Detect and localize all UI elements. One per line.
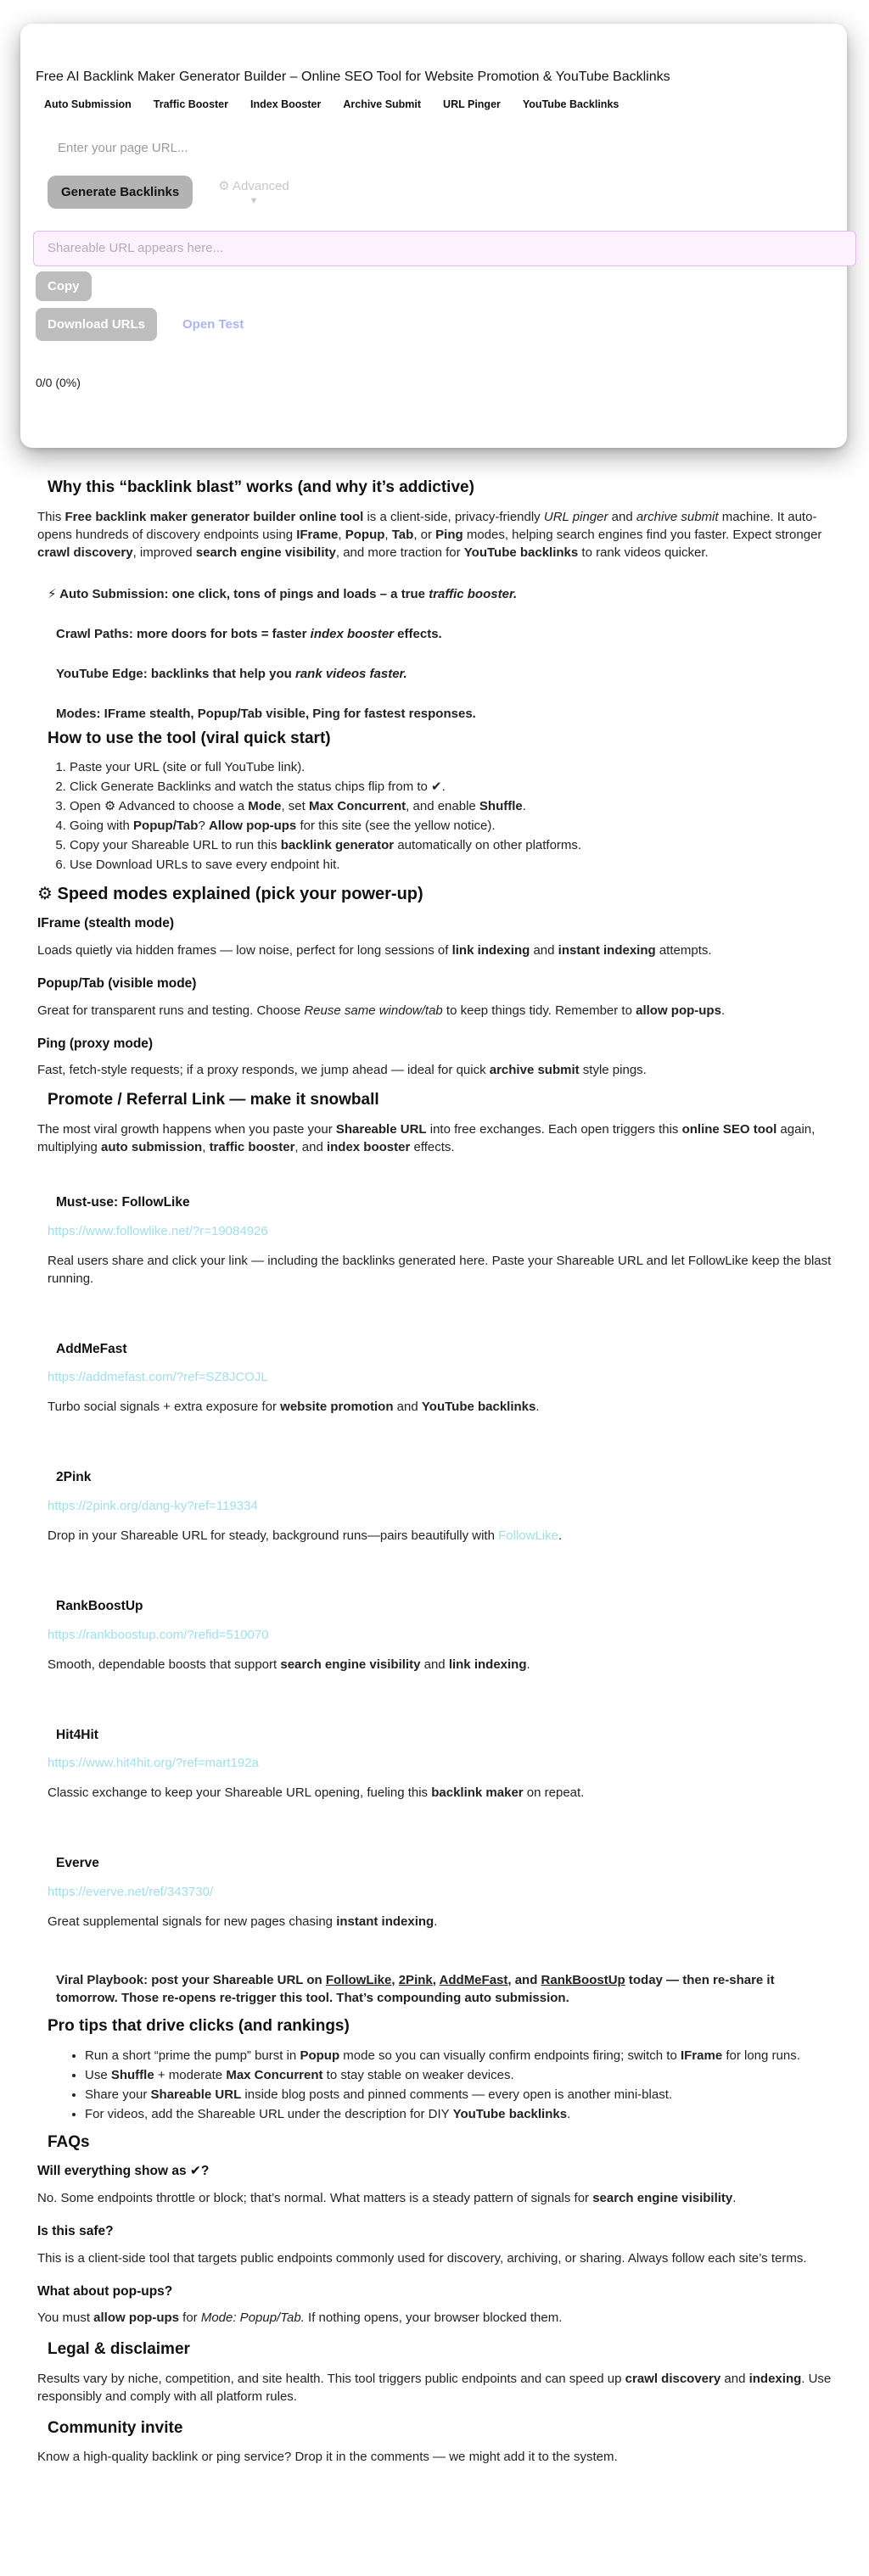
list-item: • For videos, add the Shareable URL under the description for DIY YouTube backlinks. (85, 2105, 835, 2123)
playbook-rankboostup-link[interactable]: RankBoostUp (541, 1972, 625, 1987)
partner-2pink (48, 1468, 835, 1545)
list-item: • Run a short “prime the pump” burst in Popup mode so you can visually confirm endpoints firing; switch to IFrame for long runs. (85, 2047, 835, 2065)
list-item: 1. Paste your URL (site or full YouTube link). (70, 758, 835, 776)
partner-everve (48, 1854, 835, 1931)
highlight-crawl-paths: Crawl Paths: more doors for bots = faster index booster effects. (56, 626, 442, 641)
article-content (37, 472, 835, 2476)
playbook-2pink-link[interactable]: 2Pink (398, 1972, 433, 1987)
list-item: • Share your Shareable URL inside blog posts and pinned comments — every open is another mini-blast. (85, 2086, 835, 2104)
advanced-label: ⚙ Advanced (218, 178, 289, 193)
promote-heading: Promote / Referral Link — make it snowball (48, 1091, 379, 1109)
rankboostup-link[interactable]: https://rankboostup.com/?refid=510070 (48, 1627, 269, 1642)
highlight-youtube-edge: YouTube Edge: backlinks that help you rank videos faster. (56, 666, 407, 681)
community-heading: Community invite (48, 2418, 183, 2437)
faq-question: Is this safe? (37, 2223, 114, 2238)
list-item: 2. Click Generate Backlinks and watch the status chips flip from to ✔. (70, 778, 835, 796)
list-item: 5. Copy your Shareable URL to run this backlink generator automatically on other platforms. (70, 836, 835, 854)
chip-index-booster: Index Booster (250, 98, 322, 111)
tool-title: Free AI Backlink Maker Generator Builder – Online SEO Tool for Website Promotion & YouTube Backlinks (36, 70, 670, 84)
iframe-text: Loads quietly via hidden frames — low noise, perfect for long sessions of link indexing and instant indexing attempts. (37, 942, 712, 958)
legal-text: Results vary by niche, competition, and site health. This tool triggers public endpoints and can speed up crawl discovery and indexing. Use responsibly and comply with all platform rules. (37, 2371, 832, 2404)
ping-heading: Ping (proxy mode) (37, 1036, 154, 1051)
faq-answer: No. Some endpoints throttle or block; that’s normal. What matters is a steady pattern of signals for search engine visibility. (37, 2190, 737, 2205)
faq-question: Will everything show as ✔? (37, 2164, 210, 2179)
addmefast-link[interactable]: https://addmefast.com/?ref=SZ8JCOJL (48, 1370, 268, 1385)
why-heading: Why this “backlink blast” works (and why it’s addictive) (48, 478, 474, 496)
faq-answer: This is a client-side tool that targets public endpoints commonly used for discovery, archiving, or sharing. Always follow each site’s terms. (37, 2250, 807, 2266)
list-item: 3. Open ⚙ Advanced to choose a Mode, set Max Concurrent, and enable Shuffle. (70, 797, 835, 815)
backlink-tool-card (20, 24, 847, 448)
followlike-inline-link[interactable]: FollowLike (498, 1528, 558, 1543)
partner-rankboostup (48, 1597, 835, 1674)
viral-playbook: Viral Playbook: post your Shareable URL on FollowLike, 2Pink, AddMeFast, and RankBoostUp today — then re-share it tomorrow. Those re-opens re-trigger this tool. That’s compounding auto submission. (56, 1972, 775, 2005)
faq-heading: FAQs (48, 2132, 90, 2151)
partner-desc: Turbo social signals + extra exposure for website promotion and YouTube backlinks. (48, 1400, 540, 1415)
legal-heading: Legal & disclaimer (48, 2340, 190, 2359)
partner-desc: Classic exchange to keep your Shareable URL opening, fueling this backlink maker on repeat. (48, 1785, 585, 1801)
chip-auto-submission: Auto Submission (44, 98, 132, 111)
partner-title: RankBoostUp (56, 1598, 143, 1613)
chevron-down-icon: ▼ (249, 195, 259, 206)
shareable-url-field[interactable] (33, 231, 856, 266)
partner-desc: Real users share and click your link — including the backlinks generated here. Paste your Shareable URL and let FollowLike keep the blast running. (48, 1253, 832, 1286)
chip-url-pinger: URL Pinger (443, 98, 501, 111)
faq-question: What about pop-ups? (37, 2283, 173, 2299)
download-urls-button[interactable]: Download URLs (36, 308, 157, 341)
list-item: • Use Shuffle + moderate Max Concurrent to stay stable on weaker devices. (85, 2066, 835, 2084)
playbook-addmefast-link[interactable]: AddMeFast (439, 1972, 508, 1987)
list-item: 4. Going with Popup/Tab? Allow pop-ups for this site (see the yellow notice). (70, 817, 835, 835)
chip-archive-submit: Archive Submit (343, 98, 422, 111)
highlight-auto-submission: ⚡ Auto Submission: one click, tons of pings and loads – a true traffic booster. (48, 586, 518, 601)
partner-desc: Smooth, dependable boosts that support search engine visibility and link indexing. (48, 1657, 530, 1672)
generate-backlinks-button[interactable]: Generate Backlinks (48, 176, 193, 209)
followlike-link[interactable]: https://www.followlike.net/?r=19084926 (48, 1223, 268, 1238)
ping-text: Fast, fetch-style requests; if a proxy responds, we jump ahead — ideal for quick archive submit style pings. (37, 1063, 647, 1078)
promote-text: The most viral growth happens when you paste your Shareable URL into free exchanges. Each open triggers this online SEO tool again, multiplying auto submission, traffic booster, and index booster effects. (37, 1121, 816, 1154)
partner-desc: Drop in your Shareable URL for steady, background runs—pairs beautifully with FollowLike. (48, 1528, 563, 1543)
popup-text: Great for transparent runs and testing. Choose Reuse same window/tab to keep things tidy. Remember to allow pop-ups. (37, 1003, 726, 1018)
partner-followlike (48, 1193, 835, 1288)
partner-hit4hit (48, 1726, 835, 1802)
partner-title: AddMeFast (56, 1341, 127, 1356)
open-test-link[interactable]: Open Test (182, 316, 244, 332)
community-text: Know a high-quality backlink or ping service? Drop it in the comments — we might add it to the system. (37, 2450, 618, 2465)
2pink-link[interactable]: https://2pink.org/dang-ky?ref=119334 (48, 1498, 258, 1513)
tips-list (37, 2047, 835, 2123)
partner-title: Everve (56, 1856, 99, 1871)
partner-addmefast (48, 1340, 835, 1417)
playbook-followlike-link[interactable]: FollowLike (325, 1972, 392, 1987)
partner-title: 2Pink (56, 1470, 92, 1485)
chip-traffic-booster: Traffic Booster (153, 98, 228, 111)
partner-title: Must-use: FollowLike (56, 1194, 190, 1210)
howto-heading: How to use the tool (viral quick start) (48, 729, 331, 747)
faq-answer: You must allow pop-ups for Mode: Popup/Tab. If nothing opens, your browser blocked them. (37, 2311, 563, 2326)
modes-heading: ⚙ Speed modes explained (pick your power-up) (37, 885, 423, 904)
page-url-input[interactable] (36, 137, 674, 159)
list-item: 6. Use Download URLs to save every endpoint hit. (70, 856, 835, 874)
chip-youtube-backlinks: YouTube Backlinks (522, 98, 620, 111)
highlight-modes: Modes: IFrame stealth, Popup/Tab visible, Ping for fastest responses. (56, 706, 476, 721)
partner-desc: Great supplemental signals for new pages chasing instant indexing. (48, 1914, 438, 1929)
progress-counter: 0/0 (0%) (36, 375, 81, 389)
copy-button[interactable]: Copy (36, 271, 92, 301)
advanced-toggle[interactable] (218, 176, 289, 208)
everve-link[interactable]: https://everve.net/ref/343730/ (48, 1884, 214, 1899)
howto-steps (37, 758, 835, 874)
popup-heading: Popup/Tab (visible mode) (37, 975, 197, 991)
why-paragraph: This Free backlink maker generator builder online tool is a client-side, privacy-friendly URL pinger and archive submit machine. It auto-opens hundreds of discovery endpoints using IFrame, Popup, Tab, or Ping modes, helping search engines find you faster. Expect stronger crawl discovery, improved search engine visibility, and more traction for YouTube backlinks to rank videos quicker. (37, 509, 822, 560)
partner-title: Hit4Hit (56, 1727, 98, 1742)
iframe-heading: IFrame (stealth mode) (37, 916, 175, 931)
tips-heading: Pro tips that drive clicks (and rankings) (48, 2016, 350, 2035)
feature-chips (36, 95, 832, 115)
hit4hit-link[interactable]: https://www.hit4hit.org/?ref=mart192a (48, 1756, 259, 1771)
